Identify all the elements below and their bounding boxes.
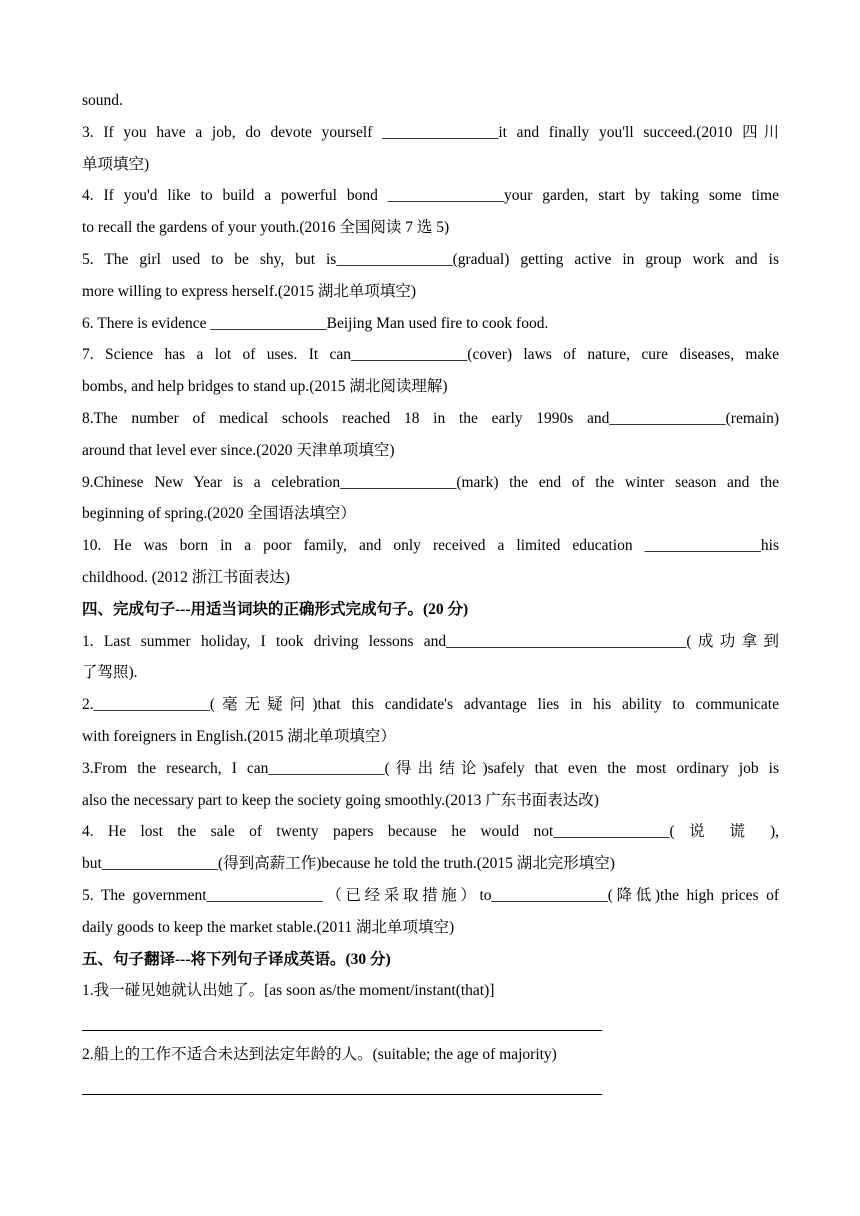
text-line: 9.Chinese New Year is a celebration_______________(mark) the end of the winter season and the bbox=[82, 473, 779, 491]
text-line: with foreigners in English.(2015 湖北单项填空） bbox=[82, 727, 396, 745]
text-line: 6. There is evidence _______________Beijing Man used fire to cook food. bbox=[82, 314, 549, 332]
answer-blank-line bbox=[82, 1071, 602, 1103]
section-heading: 四、完成句子---用适当词块的正确形式完成句子。(20 分) bbox=[82, 600, 469, 618]
text-line: also the necessary part to keep the society going smoothly.(2013 广东书面表达改) bbox=[82, 791, 599, 809]
text-line: around that level ever since.(2020 天津单项填空) bbox=[82, 441, 395, 459]
text-line: 3.From the research, I can_______________(得出结论)safely that even the most ordinary job is bbox=[82, 759, 779, 777]
document-page bbox=[82, 85, 779, 1103]
answer-blank-line bbox=[82, 1007, 602, 1039]
text-line: 8.The number of medical schools reached 18 in the early 1990s and_______________(remain) bbox=[82, 409, 779, 427]
text-line: 5. The government_______________（已经采取措施）to_______________(降低)the high prices of bbox=[82, 886, 779, 904]
text-line: 4. If you'd like to build a powerful bond _______________your garden, start by taking some time bbox=[82, 187, 779, 205]
text-line: more willing to express herself.(2015 湖北单项填空) bbox=[82, 282, 417, 300]
text-line: to recall the gardens of your youth.(2016 全国阅读 7 选 5) bbox=[82, 219, 450, 237]
text-line: daily goods to keep the market stable.(2011 湖北单项填空) bbox=[82, 918, 455, 936]
text-line: sound. bbox=[82, 92, 123, 109]
text-line: 1.我一碰见她就认出她了。[as soon as/the moment/instant(that)] bbox=[82, 982, 495, 1000]
section-heading: 五、句子翻译---将下列句子译成英语。(30 分) bbox=[82, 950, 391, 968]
text-line: 2._______________(毫无疑问)that this candidate's advantage lies in his ability to communicate bbox=[82, 696, 779, 714]
text-line: 10. He was born in a poor family, and only received a limited education _______________his bbox=[82, 537, 779, 555]
text-line: childhood. (2012 浙江书面表达) bbox=[82, 568, 290, 586]
text-line: 2.船上的工作不适合未达到法定年龄的人。(suitable; the age of majority) bbox=[82, 1046, 557, 1064]
text-line: 5. The girl used to be shy, but is_______________(gradual) getting active in group work and is bbox=[82, 250, 779, 268]
text-line: but_______________(得到高薪工作)because he told the truth.(2015 湖北完形填空) bbox=[82, 855, 615, 873]
text-line: 3. If you have a job, do devote yourself _______________it and finally you'll succeed.(2010 四川 bbox=[82, 123, 779, 141]
text-line: 7. Science has a lot of uses. It can_______________(cover) laws of nature, cure diseases, make bbox=[82, 346, 779, 364]
text-line: bombs, and help bridges to stand up.(2015 湖北阅读理解) bbox=[82, 378, 448, 396]
text-line: 了驾照). bbox=[82, 664, 138, 682]
text-line: beginning of spring.(2020 全国语法填空） bbox=[82, 505, 356, 523]
text-line: 4. He lost the sale of twenty papers because he would not_______________( 说 谎 ), bbox=[82, 823, 779, 841]
text-line: 1. Last summer holiday, I took driving lessons and_______________________________(成功拿到 bbox=[82, 632, 779, 650]
text-line: 单项填空) bbox=[82, 155, 150, 173]
